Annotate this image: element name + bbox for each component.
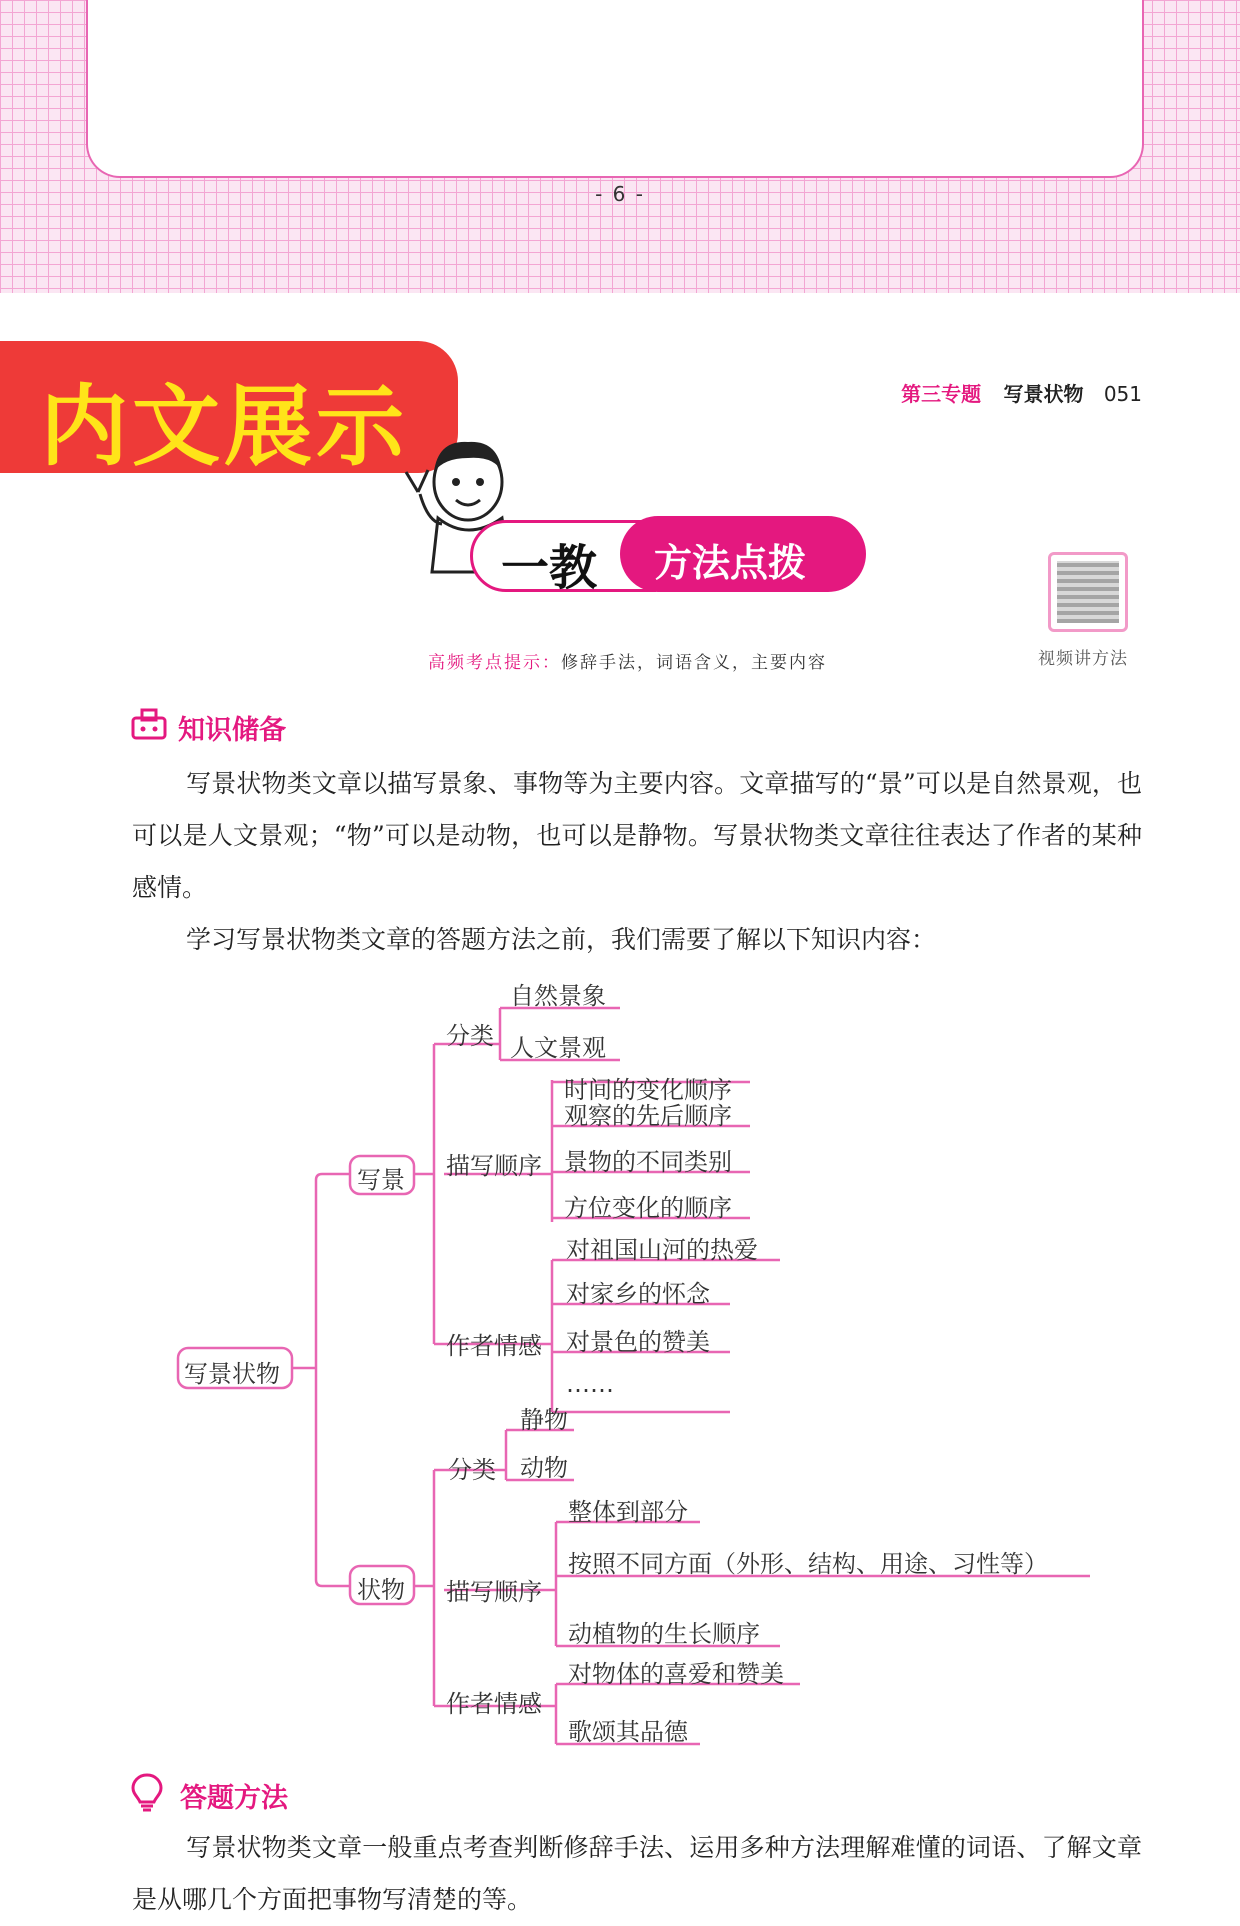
mind-map-leaf: 人文景观 bbox=[510, 1034, 606, 1062]
answer-heading: 答题方法 bbox=[180, 1783, 288, 1814]
mind-map-root: 写景状物 bbox=[184, 1360, 280, 1388]
previous-page-number: - 6 - bbox=[595, 182, 645, 206]
mind-map-group-label: 分类 bbox=[448, 1456, 496, 1484]
mind-map-group-label: 作者情感 bbox=[446, 1690, 542, 1718]
mind-map-leaf: 整体到部分 bbox=[568, 1498, 688, 1526]
mind-map-leaf: 景物的不同类别 bbox=[564, 1148, 732, 1176]
running-head-chapter: 写景状物 bbox=[1003, 382, 1084, 406]
mind-map-leaf: 对物体的喜爱和赞美 bbox=[568, 1660, 784, 1688]
exam-hint-text: 修辞手法，词语含义，主要内容 bbox=[561, 653, 827, 673]
running-head-topic: 第三专题 bbox=[901, 382, 982, 406]
mind-map-leaf: 动植物的生长顺序 bbox=[568, 1620, 760, 1648]
qr-code[interactable] bbox=[1048, 552, 1128, 632]
previous-page-card bbox=[86, 0, 1144, 178]
knowledge-heading: 知识储备 bbox=[178, 715, 286, 746]
method-number: 一教 bbox=[501, 540, 598, 596]
method-label: 方法点拨 bbox=[654, 541, 807, 585]
lightbulb-icon bbox=[130, 1772, 164, 1812]
mind-map-group-label: 描写顺序 bbox=[446, 1578, 542, 1606]
banner-title: 内文展示 bbox=[40, 375, 409, 478]
mind-map-leaf: 静物 bbox=[520, 1406, 568, 1434]
mind-map-leaf: 自然景象 bbox=[510, 982, 606, 1010]
mind-map-leaf: 方位变化的顺序 bbox=[564, 1194, 732, 1222]
exam-hint bbox=[428, 648, 827, 673]
mind-map-leaf: 对祖国山河的热爱 bbox=[566, 1236, 758, 1264]
mind-map-leaf: …… bbox=[566, 1370, 614, 1398]
mind-map-leaf: 歌颂其品德 bbox=[568, 1718, 688, 1746]
qr-code-image bbox=[1057, 561, 1119, 623]
previous-page-footer bbox=[0, 0, 1240, 293]
knowledge-paragraph-1 bbox=[132, 758, 1142, 914]
running-head-page: 051 bbox=[1103, 382, 1142, 406]
mind-map-leaf: 对景色的赞美 bbox=[566, 1328, 710, 1356]
mind-map-group-label: 分类 bbox=[446, 1022, 494, 1050]
answer-paragraph bbox=[132, 1822, 1142, 1926]
answer-paragraph-text: 写景状物类文章一般重点考查判断修辞手法、运用多种方法理解难懂的词语、了解文章是从哪几个方面把事物写清楚的等。 bbox=[132, 1833, 1142, 1914]
knowledge-paragraph-2-text: 学习写景状物类文章的答题方法之前，我们需要了解以下知识内容： bbox=[186, 925, 937, 954]
mind-map bbox=[0, 960, 1240, 1760]
running-head bbox=[901, 378, 1142, 407]
qr-label: 视频讲方法 bbox=[1038, 649, 1128, 669]
knowledge-paragraph-1-text: 写景状物类文章以描写景象、事物等为主要内容。文章描写的“景”可以是自然景观，也可以是人文景观；“物”可以是动物，也可以是静物。写景状物类文章往往表达了作者的某种感情。 bbox=[132, 769, 1142, 902]
preview-banner bbox=[0, 341, 458, 478]
mind-map-group-label: 作者情感 bbox=[446, 1332, 542, 1360]
exam-hint-key: 高频考点提示： bbox=[428, 653, 561, 673]
mind-map-branch-scenery: 写景 bbox=[357, 1166, 405, 1194]
mind-map-leaf: 动物 bbox=[520, 1454, 568, 1482]
knowledge-paragraph-2 bbox=[132, 914, 1142, 966]
mind-map-leaf: 时间的变化顺序 bbox=[564, 1076, 732, 1104]
mind-map-branch-object: 状物 bbox=[357, 1576, 405, 1604]
knowledge-box-icon bbox=[130, 706, 168, 742]
mind-map-group-label: 描写顺序 bbox=[446, 1152, 542, 1180]
mind-map-leaf: 按照不同方面（外形、结构、用途、习性等） bbox=[568, 1550, 1048, 1578]
method-badge bbox=[470, 516, 866, 596]
mind-map-leaf: 对家乡的怀念 bbox=[566, 1280, 710, 1308]
mind-map-leaf: 观察的先后顺序 bbox=[564, 1102, 732, 1130]
